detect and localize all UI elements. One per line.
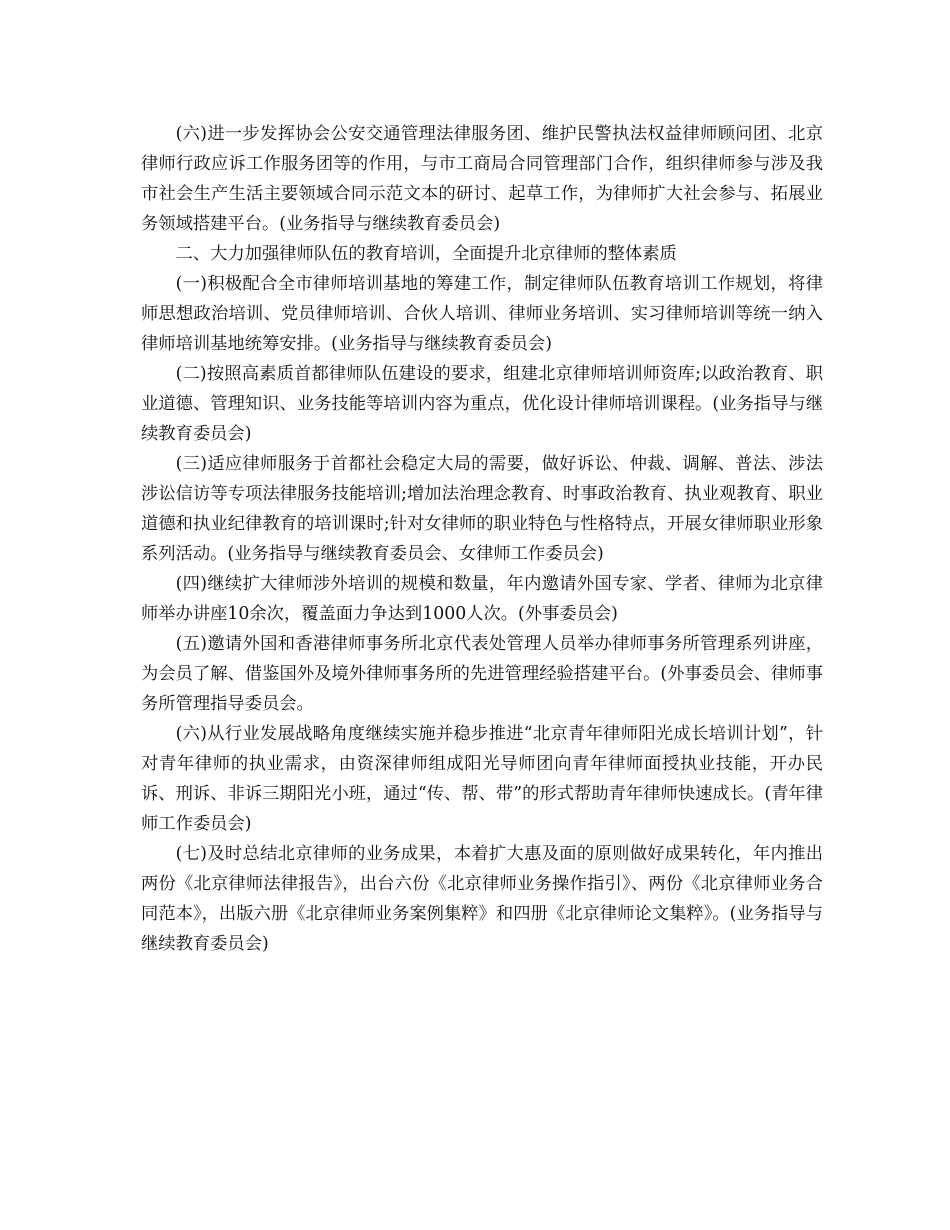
- paragraph-management-lectures: (五)邀请外国和香港律师事务所北京代表处管理人员举办律师事务所管理系列讲座，为会员了解、借鉴国外及境外律师事务所的先进管理经验搭建平台。(外事委员会、律师事务所管理指导委员会。: [141, 634, 823, 714]
- paragraph-traffic-legal-service: (六)进一步发挥协会公安交通管理法律服务团、维护民警执法权益律师顾问团、北京律师行政应诉工作服务团等的作用，与市工商局合同管理部门合作，组织律师参与涉及我市社会生产生活主要领域合同示范文本的研讨、起草工作，为律师扩大社会参与、拓展业务领域搭建平台。(业务指导与继续教育委员会): [141, 124, 823, 234]
- paragraph-skills-training: (三)适应律师服务于首都社会稳定大局的需要，做好诉讼、仲裁、调解、普法、涉法涉讼信访等专项法律服务技能培训;增加法治理念教育、时事政治教育、执业观教育、职业道德和执业纪律教育的培训课时;针对女律师的职业特色与性格特点，开展女律师职业形象系列活动。(业务指导与继续教育委员会、女律师工作委员会): [141, 454, 823, 564]
- paragraph-trainer-pool: (二)按照高素质首都律师队伍建设的要求，组建北京律师培训师资库;以政治教育、职业道德、管理知识、业务技能等培训内容为重点，优化设计律师培训课程。(业务指导与继续教育委员会): [141, 364, 823, 444]
- document-body: [141, 119, 823, 959]
- section-heading-training: 二、大力加强律师队伍的教育培训，全面提升北京律师的整体素质: [175, 244, 677, 264]
- paragraph-youth-plan: (六)从行业发展战略角度继续实施并稳步推进“北京青年律师阳光成长培训计划”，针对青年律师的执业需求，由资深律师组成阳光导师团向青年律师面授执业技能，开办民诉、刑诉、非诉三期阳光小班，通过“传、帮、带”的形式帮助青年律师快速成长。(青年律师工作委员会): [141, 724, 823, 834]
- paragraph-publications: (七)及时总结北京律师的业务成果，本着扩大惠及面的原则做好成果转化，年内推出两份《北京律师法律报告》，出台六份《北京律师业务操作指引》、两份《北京律师业务合同范本》，出版六册《北京律师业务案例集粹》和四册《北京律师论文集粹》。(业务指导与继续教育委员会): [141, 844, 823, 954]
- paragraph-training-base: (一)积极配合全市律师培训基地的筹建工作，制定律师队伍教育培训工作规划，将律师思想政治培训、党员律师培训、合伙人培训、律师业务培训、实习律师培训等统一纳入律师培训基地统筹安排。(业务指导与继续教育委员会): [141, 274, 823, 354]
- paragraph-foreign-training: (四)继续扩大律师涉外培训的规模和数量，年内邀请外国专家、学者、律师为北京律师举办讲座10余次，覆盖面力争达到1000人次。(外事委员会): [141, 574, 823, 624]
